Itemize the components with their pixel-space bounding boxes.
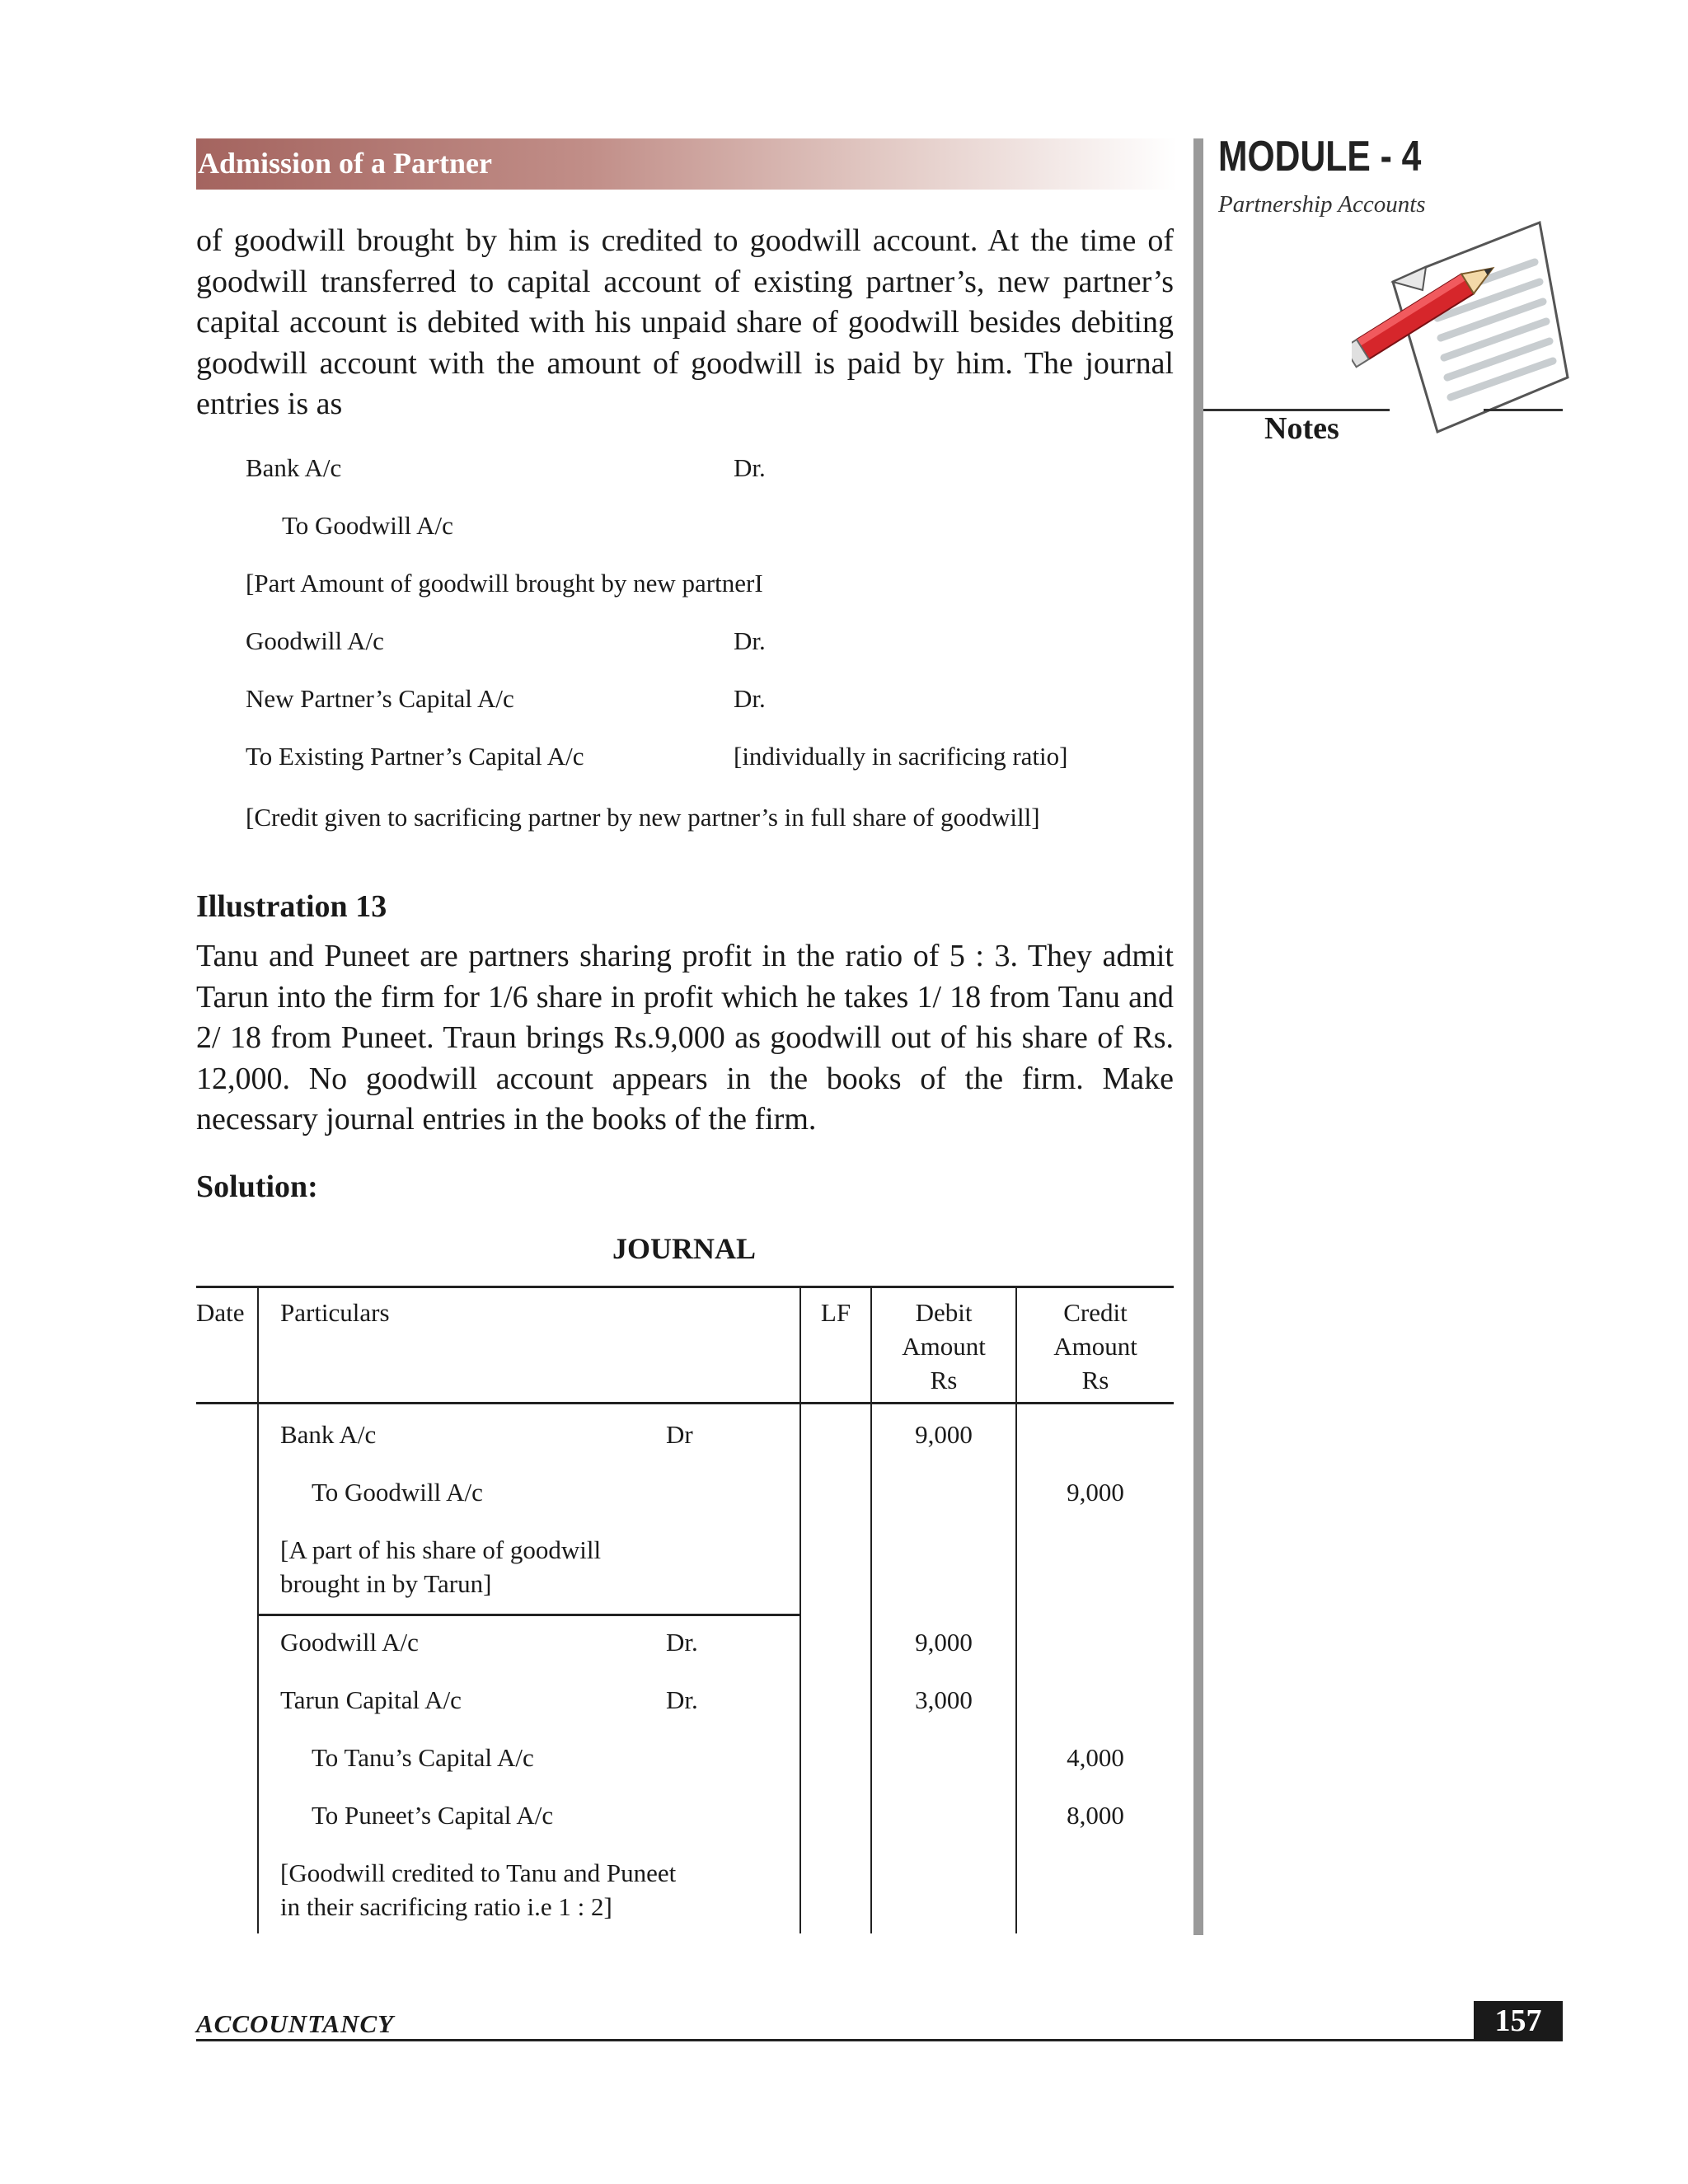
margin-rule: [1193, 138, 1203, 1935]
entry-note: [individually in sacrificing ratio]: [734, 742, 1068, 771]
header-debit: Amount: [902, 1332, 986, 1361]
table-row-credit: 8,000: [1067, 1801, 1124, 1830]
entry-dr: Dr.: [734, 626, 766, 655]
table-row-particular: To Puneet’s Capital A/c: [312, 1801, 554, 1830]
table-row-narration: [A part of his share of goodwill: [280, 1535, 602, 1564]
notes-label: Notes: [1264, 411, 1339, 446]
entry-line: [Part Amount of goodwill brought by new partnerI: [246, 569, 763, 598]
table-row-credit: 9,000: [1067, 1478, 1124, 1507]
table-row-dr: Dr.: [666, 1685, 698, 1714]
table-row-particular: To Tanu’s Capital A/c: [312, 1743, 534, 1772]
module-subtitle: Partnership Accounts: [1218, 191, 1426, 218]
entry-line: New Partner’s Capital A/c: [246, 684, 514, 713]
header-credit: Rs: [1081, 1366, 1109, 1394]
header-date: Date: [196, 1298, 245, 1327]
section-title: Admission of a Partner: [198, 147, 492, 180]
entry-dr: Dr.: [734, 684, 766, 713]
solution-label: Solution:: [196, 1169, 318, 1204]
entry-line: To Goodwill A/c: [282, 511, 453, 540]
header-credit: Amount: [1053, 1332, 1137, 1361]
entry-line: Goodwill A/c: [246, 626, 384, 655]
header-debit: Rs: [930, 1366, 958, 1394]
table-row-particular: Bank A/c: [280, 1420, 377, 1449]
table-row-debit: 9,000: [915, 1628, 973, 1657]
entry-line: Bank A/c: [246, 453, 342, 482]
table-row-debit: 9,000: [915, 1420, 973, 1449]
entry-line: [Credit given to sacrificing partner by new partner’s in full share of goodwill]: [246, 803, 1040, 832]
entry-line: To Existing Partner’s Capital A/c: [246, 742, 584, 771]
footer-subject: ACCOUNTANCY: [196, 2009, 395, 2038]
illustration-text: Tanu and Puneet are partners sharing profit in the ratio of 5 : 3. They admit Tarun into the firm for 1/6 share in profit which he takes 1/ 18 from Tanu and 2/ 18 from Puneet. Traun brings Rs.9,000 as goodwill out of his share of Rs. 12,000. No goodwill account appears in the books of the firm. Make necessary journal entries in the books of the firm.: [196, 939, 1174, 1137]
table-row-particular: To Goodwill A/c: [312, 1478, 483, 1507]
table-row-dr: Dr.: [666, 1628, 698, 1657]
table-row-narration: in their sacrificing ratio i.e 1 : 2]: [280, 1892, 612, 1921]
table-row-narration: [Goodwill credited to Tanu and Puneet: [280, 1858, 677, 1887]
header-particulars: Particulars: [280, 1298, 390, 1327]
page-number: 157: [1474, 2001, 1563, 2041]
table-row-particular: Goodwill A/c: [280, 1628, 419, 1657]
table-row-debit: 3,000: [915, 1685, 973, 1714]
header-credit: Credit: [1063, 1298, 1128, 1327]
table-row-dr: Dr: [666, 1420, 693, 1449]
entry-dr: Dr.: [734, 453, 766, 482]
notes-pencil-icon: [1352, 216, 1574, 447]
header-lf: LF: [820, 1298, 851, 1327]
header-debit: Debit: [915, 1298, 973, 1327]
illustration-heading: Illustration 13: [196, 889, 387, 924]
table-row-narration: brought in by Tarun]: [280, 1569, 492, 1598]
module-title: MODULE - 4: [1218, 133, 1422, 180]
table-row-particular: Tarun Capital A/c: [280, 1685, 462, 1714]
journal-table: [196, 1286, 1174, 1933]
journal-title: JOURNAL: [612, 1232, 756, 1265]
notes-rule-right: [1484, 409, 1563, 411]
table-row-credit: 4,000: [1067, 1743, 1124, 1772]
footer-rule: [196, 2039, 1563, 2041]
intro-paragraph: of goodwill brought by him is credited to goodwill account. At the time of goodwill transferred to capital account of existing partner’s, new partner’s capital account is debited with his unpaid share of goodwill besides debiting goodwill account with the amount of goodwill is paid by him. The journal entries is as: [196, 223, 1174, 421]
